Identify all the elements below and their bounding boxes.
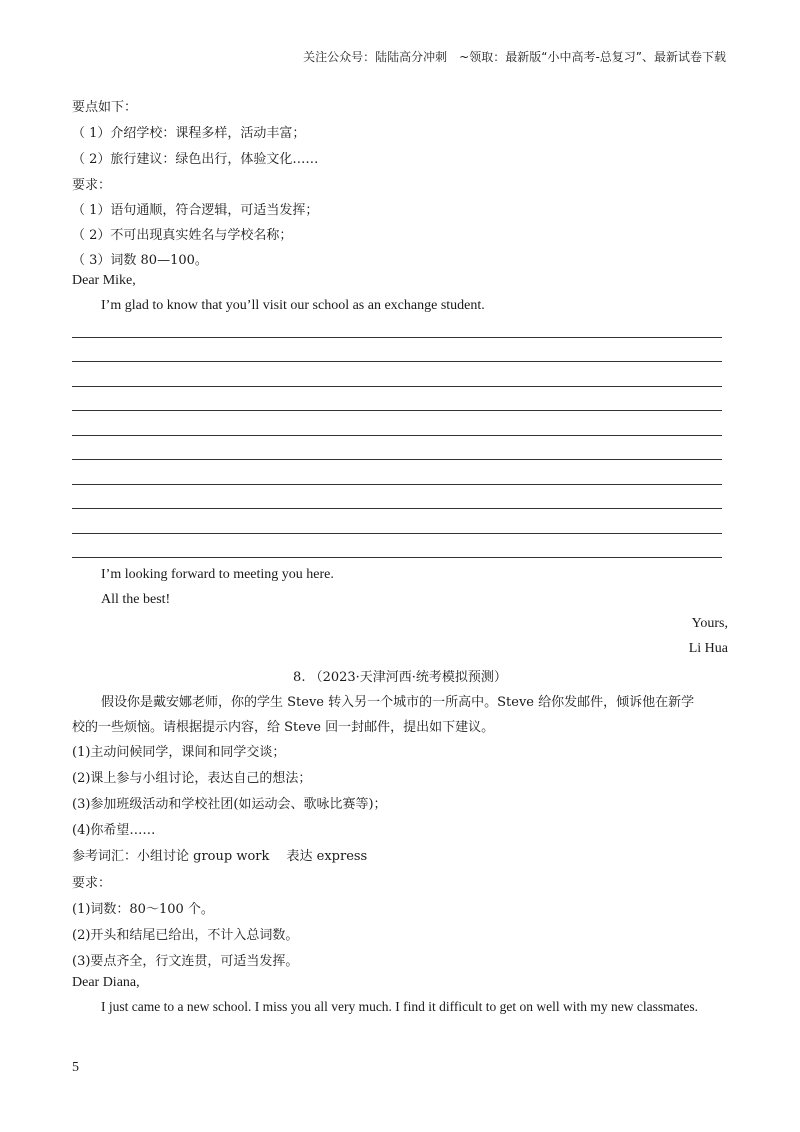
writing-line[interactable] (72, 337, 722, 338)
letter-opening: I just came to a new school. I miss you all very much. I find it difficult to get on well with my new classmates. (101, 999, 699, 1014)
question-8-intro-line-2: 校的一些烦恼。请根据提示内容，给 Steve 回一封邮件，提出如下建议。 (72, 720, 495, 735)
letter-opening: I’m glad to know that you’ll visit our school as an exchange student. (101, 298, 485, 313)
requirements-title: 要求： (72, 876, 112, 891)
point-2: （ 2）旅行建议：绿色出行，体验文化…… (72, 152, 319, 167)
writing-line[interactable] (72, 484, 722, 485)
suggestion-3: (3)参加班级活动和学校社团(如运动会、歌咏比赛等)； (72, 797, 387, 812)
question-8-title: 8. （2023·天津河西·统考模拟预测） (293, 670, 507, 685)
requirement-2: (2)开头和结尾已给出，不计入总词数。 (72, 928, 299, 943)
suggestion-4: (4)你希望…… (72, 823, 156, 838)
writing-line[interactable] (72, 361, 722, 362)
page-header: 关注公众号：陆陆高分冲刺 ~领取：最新版“小中高考-总复习”、最新试卷下载 (303, 50, 726, 64)
requirements-title: 要求： (72, 178, 112, 193)
requirement-1: (1)词数：80～100 个。 (72, 902, 214, 917)
writing-line[interactable] (72, 435, 722, 436)
letter-closing-1: I’m looking forward to meeting you here. (101, 567, 334, 582)
suggestion-2: (2)课上参与小组讨论，表达自己的想法； (72, 771, 312, 786)
writing-line[interactable] (72, 459, 722, 460)
vocabulary-hint: 参考词汇：小组讨论 group work 表达 express (72, 849, 368, 864)
letter-greeting: Dear Mike, (72, 273, 136, 288)
writing-line[interactable] (72, 386, 722, 387)
letter-greeting: Dear Diana, (72, 975, 140, 990)
page-number: 5 (72, 1060, 79, 1075)
writing-line[interactable] (72, 410, 722, 411)
requirement-3: （ 3）词数 80—100。 (72, 253, 208, 268)
letter-closing-2: All the best! (101, 592, 171, 607)
question-8-intro-line-1: 假设你是戴安娜老师，你的学生 Steve 转入另一个城市的一所高中。Steve 给你发邮件，倾诉他在新学 (101, 695, 695, 710)
writing-line[interactable] (72, 533, 722, 534)
point-1: （ 1）介绍学校：课程多样，活动丰富； (72, 126, 306, 141)
suggestion-1: (1)主动问候同学，课间和同学交谈； (72, 745, 286, 760)
requirement-3: (3)要点齐全，行文连贯，可适当发挥。 (72, 954, 299, 969)
requirement-1: （ 1）语句通顺，符合逻辑，可适当发挥； (72, 203, 319, 218)
writing-line[interactable] (72, 508, 722, 509)
requirement-2: （ 2）不可出现真实姓名与学校名称； (72, 228, 293, 243)
writing-line[interactable] (72, 557, 722, 558)
letter-signoff: Yours, (691, 616, 728, 631)
points-title: 要点如下： (72, 100, 138, 115)
letter-signature: Li Hua (688, 641, 728, 656)
